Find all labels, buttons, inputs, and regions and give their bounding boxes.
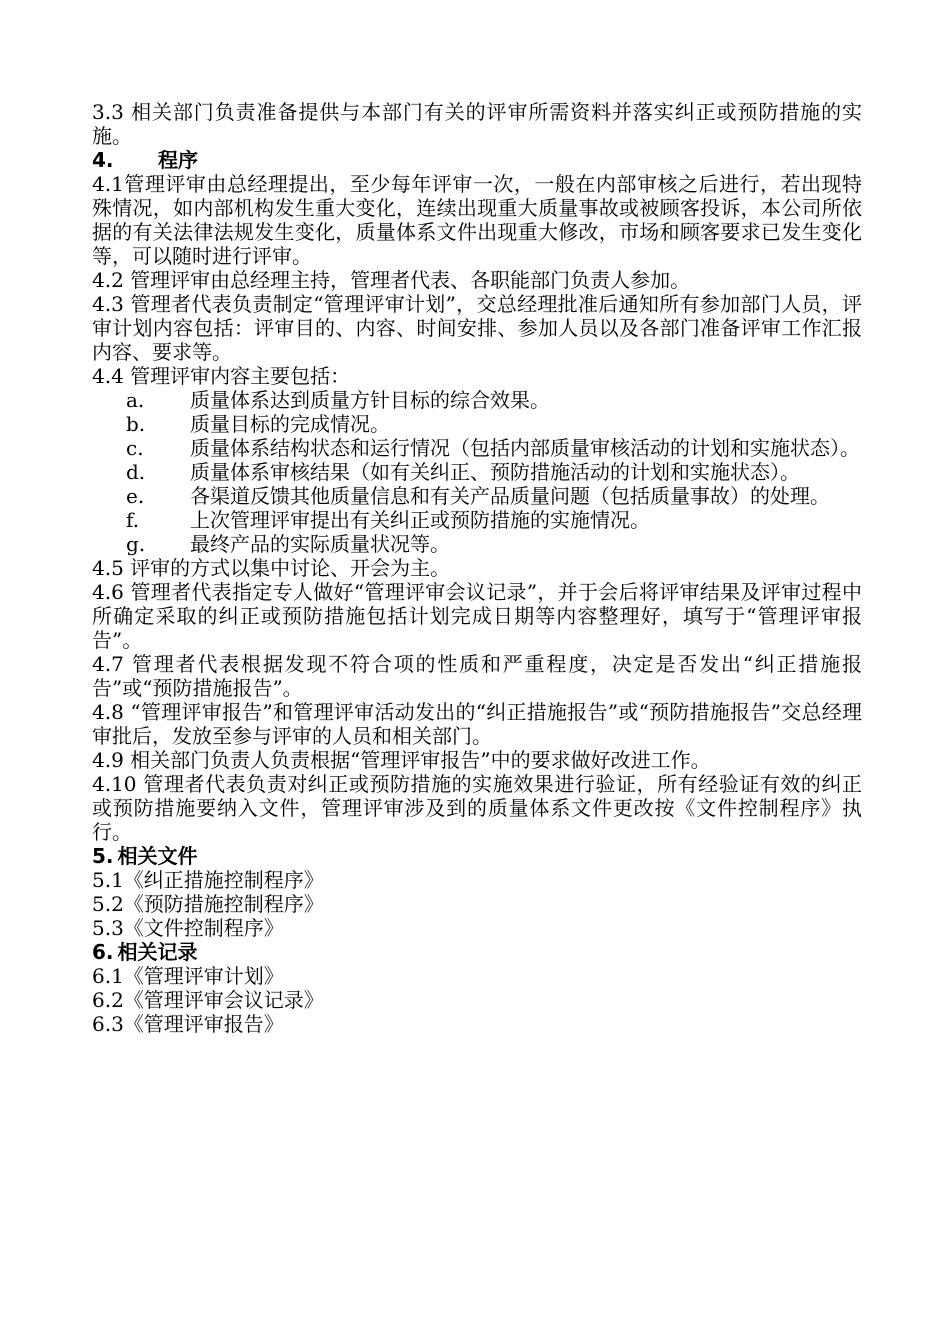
list-item-letter: d. [126,460,146,484]
section-6-title: 相关记录 [117,940,198,964]
paragraph-4-4: 4.4 管理评审内容主要包括： [92,364,351,388]
paragraph-4-9: 4.9 相关部门负责人负责根据“管理评审报告”中的要求做好改进工作。 [92,748,711,772]
section-6-heading [92,940,862,964]
list-item-letter: e. [126,484,145,508]
related-document-item: 5.2《预防措施控制程序》 [92,892,324,916]
paragraph-4-7: 4.7 管理者代表根据发现不符合项的性质和严重程度，决定是否发出“纠正措施报告”或“预防措施报告”。 [92,652,862,700]
section-5-heading [92,844,862,868]
section-6-number: 6. [92,940,114,964]
list-item [92,508,862,532]
paragraph-4-10: 4.10 管理者代表负责对纠正或预防措施的实施效果进行验证，所有经验证有效的纠正或预防措施要纳入文件，管理评审涉及到的质量体系文件更改按《文件控制程序》执行。 [92,772,862,844]
related-document-item: 5.3《文件控制程序》 [92,916,284,940]
paragraph-4-6: 4.6 管理者代表指定专人做好“管理评审会议记录”，并于会后将评审结果及评审过程中所确定采取的纠正或预防措施包括计划完成日期等内容整理好，填写于“管理评审报告”。 [92,580,862,652]
paragraph-4-2: 4.2 管理评审由总经理主持，管理者代表、各职能部门负责人参加。 [92,268,691,292]
related-record-item: 6.2《管理评审会议记录》 [92,988,324,1012]
list-item-letter: a. [126,388,145,412]
list-item-letter: g. [126,532,146,556]
list-item-letter: c. [126,436,144,460]
review-content-list [92,388,862,556]
paragraph-4-8: 4.8 “管理评审报告”和管理评审活动发出的“纠正措施报告”或“预防措施报告”交总经理审批后，发放至参与评审的人员和相关部门。 [92,700,862,748]
list-item [92,460,862,484]
section-5-title: 相关文件 [117,844,198,868]
paragraph-3-3: 3.3 相关部门负责准备提供与本部门有关的评审所需资料并落实纠正或预防措施的实施。 [92,100,862,148]
section-5-number: 5. [92,844,114,868]
list-item-letter: b. [126,412,146,436]
list-item-text: 各渠道反馈其他质量信息和有关产品质量问题（包括质量事故）的处理。 [190,484,830,508]
paragraph-4-1: 4.1管理评审由总经理提出，至少每年评审一次，一般在内部审核之后进行，若出现特殊情况，如内部机构发生重大变化，连续出现重大质量事故或被顾客投诉，本公司所依据的有关法律法规发生变化，质量体系文件出现重大修改，市场和顾客要求已发生变化等，可以随时进行评审。 [92,172,862,268]
list-item [92,484,862,508]
list-item-text: 质量体系结构状态和运行情况（包括内部质量审核活动的计划和实施状态）。 [190,436,860,460]
section-4-number: 4. [92,148,114,172]
list-item-letter: f. [126,508,140,532]
list-item [92,412,862,436]
list-item [92,388,862,412]
list-item-text: 质量目标的完成情况。 [190,412,390,436]
list-item [92,532,862,556]
list-item-text: 上次管理评审提出有关纠正或预防措施的实施情况。 [190,508,650,532]
list-item-text: 最终产品的实际质量状况等。 [190,532,450,556]
section-4-title: 程序 [158,148,198,172]
paragraph-4-3: 4.3 管理者代表负责制定“管理评审计划”，交总经理批准后通知所有参加部门人员，评审计划内容包括：评审目的、内容、时间安排、参加人员以及各部门准备评审工作汇报内容、要求等。 [92,292,862,364]
list-item-text: 质量体系达到质量方针目标的综合效果。 [190,388,550,412]
list-item [92,436,862,460]
document-page [92,100,862,1036]
section-4-heading [92,148,862,172]
related-record-item: 6.3《管理评审报告》 [92,1012,284,1036]
related-record-item: 6.1《管理评审计划》 [92,964,284,988]
list-item-text: 质量体系审核结果（如有关纠正、预防措施活动的计划和实施状态）。 [190,460,800,484]
related-document-item: 5.1《纠正措施控制程序》 [92,868,324,892]
paragraph-4-5: 4.5 评审的方式以集中讨论、开会为主。 [92,556,451,580]
